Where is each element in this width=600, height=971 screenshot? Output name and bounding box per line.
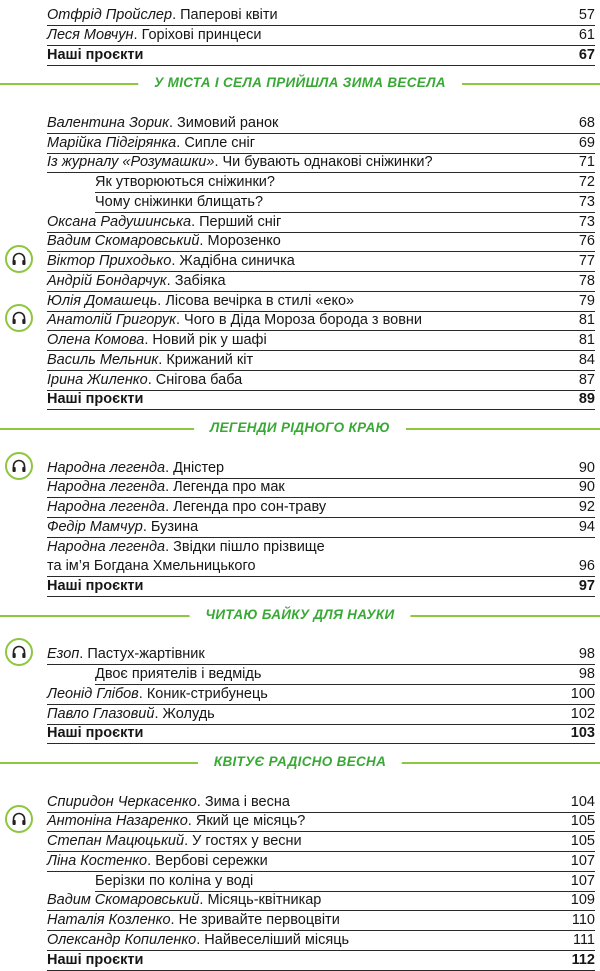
entry-title: Лісова вечірка в стилі «еко» (165, 292, 355, 309)
page-number: 105 (570, 833, 595, 849)
entry-text: Вадим Скомаровський. Місяць-квітникар (47, 892, 322, 909)
entry-title: Зимовий ранок (177, 114, 279, 131)
entry-text: Народна легенда. Легенда про мак (47, 479, 285, 496)
page-number: 105 (570, 813, 595, 830)
toc-entry[interactable] (47, 5, 595, 26)
entry-author: Павло Глазовий (47, 705, 155, 722)
entry-text: Марійка Підгірянка. Сипле сніг (47, 134, 256, 151)
page-number: 98 (578, 646, 595, 663)
page-number: 78 (578, 272, 595, 289)
toc-entry[interactable] (47, 25, 595, 46)
entry-title: та ім’я Богдана Хмельницького (47, 558, 256, 575)
toc-entry[interactable] (47, 113, 595, 134)
page-number: 81 (578, 312, 595, 329)
entry-title: Як утворюються сніжинки? (95, 174, 275, 190)
toc-entry[interactable] (47, 212, 595, 233)
entry-author: Леся Мовчун (47, 26, 134, 43)
entry-text (95, 664, 261, 684)
entry-author: Народна легенда (47, 499, 166, 515)
toc-entry[interactable] (47, 910, 595, 931)
page-number: 98 (578, 666, 595, 682)
entry-title: Звідки пішло прізвище (173, 538, 325, 555)
entry-title: Берізки по коліна у воді (95, 872, 254, 889)
page-number: 72 (578, 174, 595, 190)
page-number: 96 (578, 558, 595, 575)
entry-text (47, 45, 143, 65)
toc-entry[interactable] (47, 537, 595, 557)
entry-text: Вадим Скомаровський. Морозенко (47, 233, 281, 250)
toc-entry[interactable] (47, 291, 595, 312)
page-number: 94 (578, 518, 595, 535)
entry-title: Чому сніжинки блищать? (95, 193, 264, 210)
toc-entry[interactable] (95, 871, 595, 892)
page-number: 103 (570, 725, 595, 742)
toc-entry[interactable] (95, 172, 595, 193)
entry-title: Забіяка (174, 272, 226, 289)
projects-entry[interactable] (47, 723, 595, 744)
entry-text (47, 576, 143, 596)
entry-text: Леонід Глібов. Коник-стрибунець (47, 685, 268, 702)
toc-entry[interactable] (47, 330, 595, 351)
entry-text (47, 723, 143, 743)
entry-text: Із журналу «Розумашки». Чи бувають однакові сніжинки? (47, 154, 433, 171)
entry-author: Народна легенда (47, 479, 166, 496)
entry-title: У гостях у весни (192, 833, 302, 849)
entry-text: Віктор Приходько. Жадібна синичка (47, 253, 295, 269)
projects-entry[interactable] (47, 389, 595, 410)
entry-author: Оксана Радушинська (47, 213, 192, 230)
page-number: 69 (578, 134, 595, 151)
entry-text: Анатолій Григорук. Чого в Діда Мороза борода з вовни (47, 312, 423, 329)
page-number: 102 (570, 705, 595, 722)
entry-text: Юлія Домашець. Лісова вечірка в стилі «еко» (47, 292, 355, 309)
page-number: 92 (578, 499, 595, 515)
entry-title: Горіхові принцеси (141, 26, 262, 43)
toc-entry[interactable] (47, 477, 595, 498)
page-number: 89 (578, 391, 595, 408)
entry-text (95, 172, 275, 192)
toc-entry[interactable] (47, 133, 595, 154)
entry-title: Новий рік у шафі (152, 332, 267, 348)
entry-title: Сипле сніг (184, 134, 256, 151)
toc-entry[interactable] (47, 350, 595, 371)
toc-entry[interactable] (47, 251, 595, 272)
toc-entry[interactable] (47, 231, 595, 252)
entry-text: Леся Мовчун. Горіхові принцеси (47, 26, 262, 43)
section-heading (0, 747, 600, 777)
entry-text: Народна легенда. Звідки пішло прізвище (47, 538, 325, 555)
entry-title: Чого в Діда Мороза борода з вовни (184, 312, 423, 329)
page-number: 90 (578, 459, 595, 476)
toc-entry[interactable] (47, 370, 595, 391)
entry-author: Езоп (47, 646, 80, 663)
page-number: 107 (570, 852, 595, 869)
entry-author: Василь Мельник (47, 351, 159, 368)
section-heading (0, 600, 600, 630)
entry-author: Із журналу «Розумашки» (47, 154, 215, 171)
entry-title: Легенда про мак (173, 479, 285, 496)
entry-text: Валентина Зорик. Зимовий ранок (47, 114, 279, 131)
entry-text: Езоп. Пастух-жартівник (47, 646, 205, 663)
entry-title: Найвеселіший місяць (204, 931, 350, 948)
page-number: 104 (570, 793, 595, 810)
entry-text: Антоніна Назаренко. Який це місяць? (47, 813, 306, 830)
entry-title: Коник-стрибунець (146, 685, 268, 702)
headphones-icon[interactable] (5, 638, 33, 666)
entry-author: Леонід Глібов (47, 685, 139, 702)
entry-author: Олександр Копиленко (47, 931, 197, 948)
toc-entry[interactable] (47, 152, 595, 173)
section-heading (0, 68, 600, 98)
entry-text: Ірина Жиленко. Снігова баба (47, 371, 243, 388)
toc-entry[interactable] (95, 192, 595, 213)
entry-author: Народна легенда (47, 459, 166, 476)
entry-text: Федір Мамчур. Бузина (47, 518, 199, 535)
entry-title: Бузина (150, 518, 199, 535)
toc-entry[interactable] (47, 517, 595, 538)
page-number: 87 (578, 371, 595, 388)
entry-title: Перший сніг (199, 213, 282, 230)
headphones-icon[interactable] (5, 452, 33, 480)
page-number: 81 (578, 332, 595, 348)
page-number: 71 (578, 154, 595, 171)
entry-text: Павло Глазовий. Жолудь (47, 705, 215, 722)
entry-text (95, 871, 253, 891)
page-number: 61 (578, 26, 595, 43)
toc-entry[interactable] (47, 310, 595, 331)
entry-title: Легенда про сон-траву (173, 499, 327, 515)
toc-entry[interactable] (47, 271, 595, 292)
entry-author: Вадим Скомаровський (47, 233, 200, 250)
entry-title: Не зривайте первоцвіти (178, 912, 340, 928)
entry-text: Андрій Бондарчук. Забіяка (47, 272, 226, 289)
page-number: 100 (570, 685, 595, 702)
entry-text: Народна легенда. Дністер (47, 459, 225, 476)
entry-title: Паперові квіти (180, 7, 278, 23)
projects-entry[interactable] (47, 576, 595, 597)
page-number: 97 (578, 578, 595, 594)
entry-title: Морозенко (207, 233, 281, 250)
toc-entry[interactable] (47, 851, 595, 872)
entry-author: Юлія Домашець (47, 292, 158, 309)
page-number: 73 (578, 213, 595, 230)
page-number: 57 (578, 7, 595, 23)
entry-text: Василь Мельник. Крижаний кіт (47, 351, 254, 368)
entry-text: Ліна Костенко. Вербові сережки (47, 852, 268, 869)
page-number: 79 (578, 292, 595, 309)
page-number: 109 (570, 892, 595, 909)
entry-title: Двоє приятелів і ведмідь (95, 666, 262, 682)
entry-title: Який це місяць? (195, 813, 306, 830)
entry-title: Зима і весна (204, 793, 290, 810)
entry-title: Наші проєкти (47, 578, 144, 594)
entry-title: Наші проєкти (47, 46, 144, 63)
entry-text (47, 556, 256, 576)
toc-entry[interactable] (47, 831, 595, 852)
section-heading-label: ЧИТАЮ БАЙКУ ДЛЯ НАУКИ (190, 604, 411, 626)
page-number: 111 (572, 931, 595, 948)
entry-title: Крижаний кіт (166, 351, 254, 368)
entry-author: Ірина Жиленко (47, 371, 148, 388)
entry-text (47, 389, 143, 409)
page-number: 110 (571, 912, 595, 928)
entry-author: Федір Мамчур (47, 518, 143, 535)
toc-entry[interactable] (47, 644, 595, 665)
toc-entry[interactable] (47, 890, 595, 911)
entry-author: Андрій Бондарчук (47, 272, 167, 289)
entry-author: Віктор Приходько (47, 253, 172, 269)
entry-title: Місяць-квітникар (207, 892, 322, 909)
entry-text (47, 950, 143, 970)
entry-text: Наталія Козленко. Не зривайте первоцвіти (47, 912, 340, 928)
entry-author: Антоніна Назаренко (47, 813, 188, 830)
entry-author: Валентина Зорик (47, 114, 169, 131)
toc-entry[interactable] (47, 684, 595, 705)
entry-author: Ліна Костенко (47, 852, 148, 869)
headphones-icon[interactable] (5, 805, 33, 833)
entry-author: Вадим Скомаровський (47, 892, 200, 909)
entry-text: Оксана Радушинська. Перший сніг (47, 213, 282, 230)
toc-entry[interactable] (47, 811, 595, 832)
toc-entry[interactable] (95, 664, 595, 685)
toc-entry[interactable] (47, 458, 595, 479)
entry-author: Анатолій Григорук (47, 312, 176, 329)
section-heading (0, 413, 600, 443)
page-number: 76 (578, 233, 595, 250)
page-number: 112 (571, 951, 595, 968)
section-heading-label: КВІТУЄ РАДІСНО ВЕСНА (198, 751, 402, 773)
entry-author: Народна легенда (47, 538, 166, 555)
toc-entry[interactable] (47, 704, 595, 725)
entry-title: Наші проєкти (47, 951, 144, 968)
entry-title: Чи бувають однакові сніжинки? (222, 154, 433, 171)
page-number: 84 (578, 351, 595, 368)
headphones-icon[interactable] (5, 304, 33, 332)
page-number: 68 (578, 114, 595, 131)
entry-author: Марійка Підгірянка (47, 134, 177, 151)
entry-title: Жолудь (162, 705, 215, 722)
entry-title: Снігова баба (155, 371, 243, 388)
entry-author: Спиридон Черкасенко (47, 793, 197, 810)
entry-text: Народна легенда. Легенда про сон-траву (47, 499, 327, 515)
page-number: 90 (578, 479, 595, 496)
entry-text (95, 192, 263, 212)
entry-title: Наші проєкти (47, 391, 144, 408)
section-heading-label: ЛЕГЕНДИ РІДНОГО КРАЮ (194, 417, 406, 439)
page-number: 67 (578, 46, 595, 63)
entry-title: Дністер (173, 459, 225, 476)
entry-text: Степан Мацюцький. У гостях у весни (47, 833, 302, 849)
section-heading-label: У МІСТА І СЕЛА ПРИЙШЛА ЗИМА ВЕСЕЛА (138, 72, 462, 94)
entry-author: Олена Комова (47, 332, 145, 348)
entry-title: Вербові сережки (155, 852, 268, 869)
entry-text: Олександр Копиленко. Найвеселіший місяць (47, 931, 350, 948)
entry-author: Степан Мацюцький (47, 833, 185, 849)
projects-entry[interactable] (47, 950, 595, 971)
entry-text: Спиридон Черкасенко. Зима і весна (47, 793, 290, 810)
entry-author: Отфрід Пройслер (47, 7, 173, 23)
page-number: 73 (578, 193, 595, 210)
entry-title: Жадібна синичка (179, 253, 295, 269)
entry-text: Олена Комова. Новий рік у шафі (47, 332, 267, 348)
toc-entry[interactable] (47, 497, 595, 518)
entry-text: Отфрід Пройслер. Паперові квіти (47, 7, 278, 23)
toc-entry[interactable] (47, 792, 595, 813)
page-number: 107 (570, 872, 595, 889)
toc-entry[interactable] (47, 556, 595, 577)
page-number: 77 (578, 253, 595, 269)
headphones-icon[interactable] (5, 245, 33, 273)
entry-title: Наші проєкти (47, 725, 144, 742)
toc-entry[interactable] (47, 930, 595, 951)
projects-entry[interactable] (47, 45, 595, 66)
entry-title: Пастух-жартівник (87, 646, 205, 663)
entry-author: Наталія Козленко (47, 912, 171, 928)
